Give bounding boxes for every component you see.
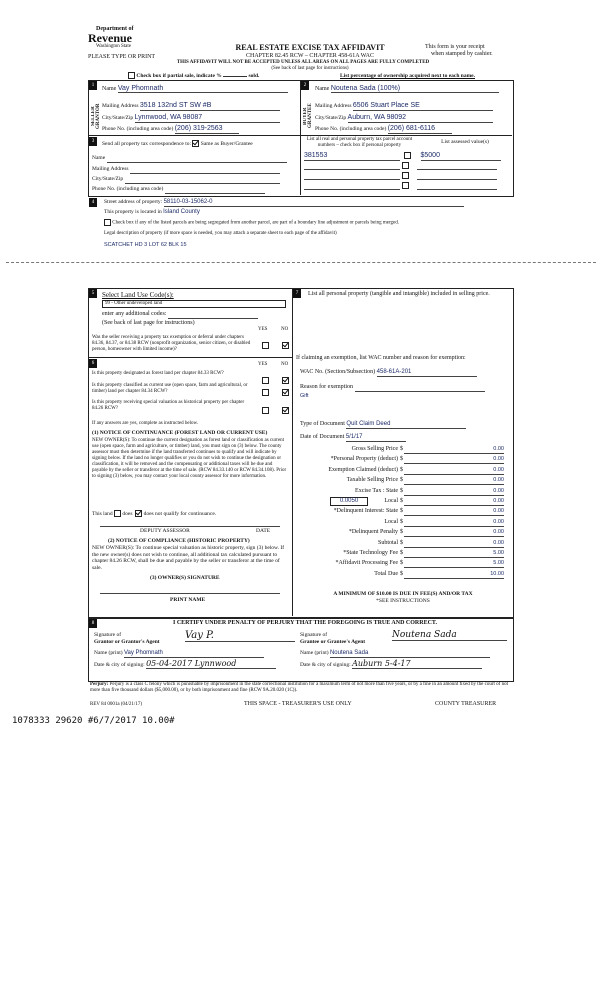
grantor-date-row (94, 661, 276, 669)
tax-row-label: *Personal Property (deduct) (330, 456, 398, 463)
this-land-label: This land (92, 510, 113, 517)
grantee-sig-label-2: Grantee or Grantee's Agent (300, 639, 366, 645)
assessed-field[interactable] (417, 181, 497, 190)
buyer-city-label: City/State/Zip (315, 115, 347, 121)
tax-row-value[interactable]: 0.00 (404, 446, 504, 454)
form-see-back: (See back of last page for instructions) (271, 66, 349, 71)
logo-state: Washington State (96, 44, 132, 49)
reason-row (300, 384, 485, 392)
grantor-sig-label-1: Signature of (94, 632, 122, 638)
seller-phone-label: Phone No. (including area code) (102, 126, 174, 132)
tax-row-label: Subtotal (377, 539, 398, 546)
deputy-line[interactable] (100, 526, 280, 527)
logo-dept: Department of (96, 26, 134, 32)
notice2-title: (2) NOTICE OF COMPLIANCE (HISTORIC PROPERTY) (108, 538, 250, 544)
tax-row-label: Total Due (374, 570, 398, 577)
tax-row-value[interactable]: 0.00 (404, 488, 504, 496)
seller-name-row (102, 85, 297, 93)
partial-sale-checkbox[interactable] (128, 72, 135, 79)
parcel-row (304, 171, 512, 181)
send-correspondence (102, 140, 300, 147)
notice2-text: NEW OWNER(S): To continue special valuation as historic property, sign (3) below. If the new owner(s) does not wish to continue, all additional tax calculated pursuant to chapter 84.26 RCW, shall be due and payable by the seller or transferor at the time of sale. (92, 545, 285, 571)
deputy-label: DEPUTY ASSESSOR (140, 528, 190, 534)
tax-currency: $ (400, 570, 403, 577)
local-rate-box[interactable]: 0.0050 (330, 497, 368, 506)
personal-property-checkbox[interactable] (402, 182, 409, 189)
tax-currency: $ (400, 539, 403, 546)
tax-row-value[interactable]: 0.00 (404, 519, 504, 527)
tax-row-label: *State Technology Fee (343, 549, 398, 556)
section-marker-1: 1 (89, 81, 97, 90)
corr-phone-row (92, 186, 297, 194)
grantor-sig-label-2: Grantor or Grantor's Agent (94, 639, 160, 645)
land-use-see-back: (See back of last page for instructions) (102, 320, 195, 326)
party-hdivider (88, 135, 512, 136)
question-2: Is this property designated as forest land per chapter 84.33 RCW? (92, 371, 224, 376)
corr-addr-label: Mailing Address (92, 166, 129, 172)
wac-label: WAC No. (Section/Subsection) (300, 369, 376, 375)
grantor-date-label: Date & city of signing: (94, 662, 145, 668)
continuance-row (92, 510, 216, 517)
tax-row (300, 529, 508, 539)
section-separator (6, 262, 596, 263)
no-header-1: NO (281, 327, 289, 332)
tax-row-value[interactable]: 5.00 (404, 560, 504, 568)
grantee-date-row (300, 661, 482, 669)
grantor-date-value[interactable]: 05-04-2017 Lynnwood (146, 661, 276, 669)
county-treasurer: COUNTY TREASURER (435, 701, 497, 707)
doc-date-row (300, 434, 406, 442)
parcel-field[interactable] (304, 161, 400, 170)
corr-phone-label: Phone No. (including area code) (92, 186, 164, 192)
tax-row-value[interactable]: 0.00 (404, 498, 504, 506)
perjury-label: Perjury: (90, 682, 109, 687)
form-title: REAL ESTATE EXCISE TAX AFFIDAVIT (235, 43, 385, 52)
seller-label: SELLER GRANTOR (91, 103, 101, 129)
tax-currency: $ (400, 466, 403, 473)
tax-row-label: *Delinquent Interest: State (333, 508, 398, 515)
partial-sale-label: Check box if partial sale, indicate % (136, 72, 222, 79)
q3-yes[interactable] (262, 383, 269, 401)
tax-row-value[interactable]: 0.00 (404, 467, 504, 475)
located-value[interactable]: Island County (163, 209, 200, 215)
print-name-label: PRINT NAME (170, 597, 206, 603)
street-label: Street address of property: (104, 199, 163, 205)
legal-label: Legal description of property (if more space is needed, you may attach a separate sheet to each page of the affidavit) (104, 231, 337, 236)
tax-row (300, 571, 508, 581)
street-row (104, 199, 464, 207)
tax-row-label: Gross Selling Price (351, 446, 398, 452)
wac-value[interactable]: 458-61A-201 (377, 369, 477, 377)
doc-type-value[interactable]: Quit Claim Deed (346, 421, 466, 429)
personal-property-checkbox[interactable] (402, 172, 409, 179)
seller-phone-value[interactable]: (206) 319-2563 (175, 126, 239, 134)
parcel-field[interactable] (304, 181, 400, 190)
street-value[interactable]: 58110-03-15062-0 (164, 199, 464, 207)
same-as-buyer-checkbox[interactable] (192, 140, 199, 147)
tax-row-value[interactable]: 0.00 (404, 477, 504, 485)
tax-row-value[interactable]: 5.00 (404, 550, 504, 558)
corr-phone-field[interactable] (165, 186, 265, 194)
tax-currency: $ (400, 446, 403, 452)
tax-row (300, 519, 508, 529)
seller-city-row (102, 115, 297, 123)
tax-row-label: Excise Tax : State (355, 487, 398, 494)
seller-city-label: City/State/Zip (102, 115, 134, 121)
buyer-addr-row (315, 103, 510, 111)
legal-value[interactable]: SCATCHET HD 3 LOT 62 BLK 15 (104, 242, 187, 248)
personal-property-checkbox[interactable] (404, 152, 411, 159)
assessed-header: List assessed value(s) (441, 139, 489, 145)
tax-row-value[interactable]: 0.00 (404, 540, 504, 548)
reason-label: Reason for exemption (300, 384, 353, 390)
doc-date-label: Date of Document (300, 434, 345, 440)
tax-currency: $ (400, 529, 403, 536)
seller-phone-row (102, 126, 297, 134)
if-yes-note: If any answers are yes, complete as instructed below. (92, 421, 199, 426)
notice1-text: NEW OWNER(S): To continue the current designation as forest land or classification as current use (open space, farm and agriculture, or timber) land, you must sign on (3) below. The county assessor must then determine if the land transferred continues to qualify and will indicate by signing below. If the land no longer qualifies or you do not wish to continue the designation or classification, it will be removed and the compensating or additional taxes will be due and payable by the seller or transferor at the time of sale. (RCW 84.33.140 or RCW 84.34.108). Prior to signing (3) below, you may contact your local county assessor for more information. (92, 438, 287, 479)
land-use-code[interactable]: 99 - Other undeveloped land (102, 300, 286, 308)
reason-line[interactable] (355, 384, 485, 392)
divider (88, 357, 292, 358)
minimum-note: A MINIMUM OF $10.00 IS DUE IN FEE(S) AND/OR TAX (333, 591, 473, 597)
q1-no[interactable] (282, 336, 289, 354)
corr-city-label: City/State/Zip (92, 176, 124, 182)
perjury-text: Perjury is a class C felony which is punishable by imprisonment in the state correctional institution for a maximum term of not more than five years, or by a fine in an amount fixed by the court of not more than five thousand dollars ($5,000.00), or by both imprisonment and fine (RCW 9A.20.020 (1C)). (90, 682, 508, 693)
corr-city-field[interactable] (125, 176, 280, 184)
tax-table (300, 446, 508, 581)
buyer-phone-row (315, 126, 510, 134)
parcel-field[interactable] (304, 171, 400, 180)
grantee-signature[interactable]: Noutena Sada (392, 630, 507, 641)
segregated-label: Check box if any of the listed parcels are being segregated from another parcel, are part of a boundary line adjustment or parcels being merged. (112, 220, 399, 226)
tax-currency: $ (400, 560, 403, 567)
buyer-city-value[interactable]: Auburn, WA 98092 (348, 115, 493, 123)
doc-type-row (300, 421, 466, 429)
tax-row-value[interactable]: 10.00 (404, 571, 504, 579)
logo-revenue: Revenue (88, 31, 132, 45)
seller-name-value[interactable]: Vay Phomnath (118, 85, 288, 93)
segregated-checkbox[interactable] (104, 219, 111, 226)
tax-row-value[interactable]: 0.00 (404, 508, 504, 516)
tax-row-label: Taxable Selling Price (346, 477, 398, 484)
buyer-addr-label: Mailing Address (315, 103, 352, 109)
tax-row (300, 446, 508, 456)
tax-row (300, 498, 508, 508)
grantee-date-value[interactable]: Auburn 5-4-17 (352, 661, 482, 669)
q4-yes[interactable] (262, 401, 269, 419)
does-checkbox[interactable] (114, 510, 121, 517)
parcel-list (304, 151, 512, 191)
qualify-label: qualify for continuance. (163, 510, 217, 517)
same-as-buyer-label: Same as Buyer/Grantee (200, 140, 253, 147)
wac-row (300, 369, 477, 377)
tax-row-value[interactable]: 0.00 (404, 529, 504, 537)
tax-currency: $ (400, 518, 403, 525)
corr-city-row (92, 176, 297, 184)
buyer-phone-label: Phone No. (including area code) (315, 126, 387, 132)
q3-no[interactable] (282, 383, 289, 401)
does-label: does (122, 510, 133, 517)
exemption-note: If claiming an exemption, list WAC number and reason for exemption: (296, 355, 466, 361)
lower-divider (292, 288, 293, 616)
section-marker-6: 6 (89, 359, 97, 368)
grantor-name-row (94, 650, 264, 658)
grantee-sig-label-1: Signature of (300, 632, 328, 638)
partial-sold-label: sold. (248, 72, 260, 79)
section-marker-8: 8 (89, 619, 97, 628)
see-instructions: *SEE INSTRUCTIONS (376, 598, 430, 604)
section-marker-4: 4 (89, 198, 97, 207)
q1-yes[interactable] (262, 336, 269, 354)
parcel-row (304, 151, 512, 161)
parcel-number[interactable]: 381553 (304, 152, 400, 161)
owner-signature-label: (3) OWNER(S) SIGNATURE (150, 575, 220, 581)
tax-row (300, 477, 508, 487)
tax-row (300, 467, 508, 477)
yes-header-2: YES (258, 362, 268, 367)
buyer-addr-value[interactable]: 6506 Stuart Place SE (353, 103, 493, 111)
segregated-row (104, 219, 504, 227)
tax-row-value[interactable]: 0.00 (404, 456, 504, 464)
question-4: Is this property receiving special valuation as historical property per chapter 84.26 RCW? (92, 400, 245, 411)
reason-value[interactable]: Gift (300, 393, 309, 399)
tax-currency: $ (400, 477, 403, 484)
notice1-title: (1) NOTICE OF CONTINUANCE (FOREST LAND OR CURRENT USE) (92, 430, 268, 436)
grantor-name-label: Name (print) (94, 650, 123, 656)
personal-property-checkbox[interactable] (402, 162, 409, 169)
corr-addr-row (92, 166, 297, 174)
seller-name-label: Name (102, 86, 117, 92)
seller-addr-label: Mailing Address (102, 103, 139, 109)
parcel-row (304, 181, 512, 191)
parcel-row (304, 161, 512, 171)
grantee-date-label: Date & city of signing: (300, 662, 351, 668)
deputy-date-label: DATE (256, 528, 271, 534)
doc-type-label: Type of Document (300, 421, 345, 427)
ownership-note: List percentage of ownership acquired next to each name. (340, 73, 475, 79)
tax-currency: $ (400, 508, 403, 515)
corr-addr-field[interactable] (130, 166, 280, 174)
perjury-note (90, 682, 510, 694)
does-not-checkbox[interactable] (135, 510, 142, 517)
assessed-field[interactable] (417, 161, 497, 170)
owner-signature-line[interactable] (100, 593, 280, 594)
tax-row-label: *Affidavit Processing Fee (335, 560, 398, 567)
yes-header-1: YES (258, 327, 268, 332)
assessed-value[interactable]: $5000 (421, 152, 501, 161)
corr-name-label: Name (92, 155, 106, 161)
tax-currency: $ (400, 487, 403, 494)
buyer-name-row (315, 85, 510, 93)
tax-row (300, 508, 508, 518)
located-label: This property is located in (104, 209, 162, 215)
dor-logo (88, 26, 152, 50)
form-notice: THIS AFFIDAVIT WILL NOT BE ACCEPTED UNLESS ALL AREAS ON ALL PAGES ARE FULLY COMPLETED (176, 60, 430, 65)
grantee-name-row (300, 650, 490, 658)
tax-row (300, 456, 508, 466)
tax-currency: $ (400, 497, 403, 504)
buyer-city-row (315, 115, 510, 123)
buyer-name-label: Name (315, 86, 330, 92)
grantor-signature[interactable]: Vay P. (185, 630, 295, 642)
grantor-name-value[interactable]: Vay Phomnath (124, 650, 264, 658)
please-type: PLEASE TYPE OR PRINT (88, 54, 156, 60)
buyer-name-value[interactable]: Noutena Sada (100%) (331, 85, 499, 93)
seller-city-value[interactable]: Lynnwood, WA 98087 (135, 115, 280, 123)
parcel-list-header: List all real and personal property tax parcel account numbers – check box if personal property (306, 137, 413, 148)
additional-codes-label: enter any additional codes: (102, 311, 167, 317)
no-header-2: NO (281, 362, 289, 367)
partial-sale (128, 72, 259, 79)
additional-codes-field[interactable] (168, 311, 258, 319)
receipt-note: This form is your receipt (425, 44, 485, 50)
tax-row (300, 550, 508, 560)
party-divider (300, 80, 301, 195)
tax-currency: $ (400, 549, 403, 556)
tax-row-label: *Delinquent Penalty (348, 529, 398, 536)
section-marker-5: 5 (89, 289, 97, 298)
treasurer-space: THIS SPACE - TREASURER'S USE ONLY (244, 701, 352, 707)
personal-property-note: List all personal property (tangible and intangible) included in selling price. (308, 291, 490, 297)
tax-row-label: Local (384, 497, 398, 504)
tax-row (300, 540, 508, 550)
grantee-name-label: Name (print) (300, 650, 329, 656)
grantee-name-value[interactable]: Noutena Sada (330, 650, 490, 658)
corr-name-field[interactable] (107, 155, 287, 163)
cashier-note: when stamped by cashier. (431, 51, 493, 57)
additional-codes (102, 311, 258, 319)
doc-date-value[interactable]: 5/1/17 (346, 434, 406, 442)
assessed-field[interactable] (417, 171, 497, 180)
land-use-label: Select Land Use Code(s): (102, 291, 174, 299)
form-chapter: CHAPTER 82.45 RCW – CHAPTER 458-61A WAC (246, 53, 374, 59)
does-not-label: does not (143, 510, 163, 517)
partial-percent-field[interactable] (223, 76, 247, 77)
section-marker-2: 2 (301, 81, 309, 90)
located-row (104, 209, 200, 216)
buyer-phone-value[interactable]: (206) 681-6116 (388, 126, 452, 134)
certify-title: I CERTIFY UNDER PENALTY OF PERJURY THAT THE FOREGOING IS TRUE AND CORRECT. (172, 620, 437, 626)
question-1: Was the seller receiving a property tax exemption or deferral under chapters 84.36, 84.37, or 84.38 RCW (nonprofit organization, senior citizen, or disabled person, homeowner with limited income)? (92, 335, 251, 352)
recording-stamp: 1078333 29620 #6/7/2017 10.00# (12, 716, 175, 726)
corr-name-row (92, 155, 297, 163)
tax-row (300, 560, 508, 570)
question-3: Is this property classified as current use (open space, farm and agricultural, or timber) land per chapter 84.34 RCW? (92, 383, 248, 394)
buyer-label: BUYER GRANTEE (303, 103, 313, 129)
send-label: Send all property tax correspondence to: (102, 140, 192, 147)
rev-number: REV 84 0001a (04/21/17) (90, 702, 142, 707)
tax-row-label: Local (384, 518, 398, 525)
tax-row-label: Exemption Claimed (deduct) (328, 466, 398, 473)
seller-addr-row (102, 103, 297, 111)
seller-addr-value[interactable]: 3518 132nd ST SW #B (140, 103, 280, 111)
q4-no[interactable] (282, 401, 289, 419)
section-marker-7: 7 (293, 289, 301, 298)
tax-currency: $ (400, 456, 403, 463)
section-marker-3: 3 (89, 137, 97, 146)
